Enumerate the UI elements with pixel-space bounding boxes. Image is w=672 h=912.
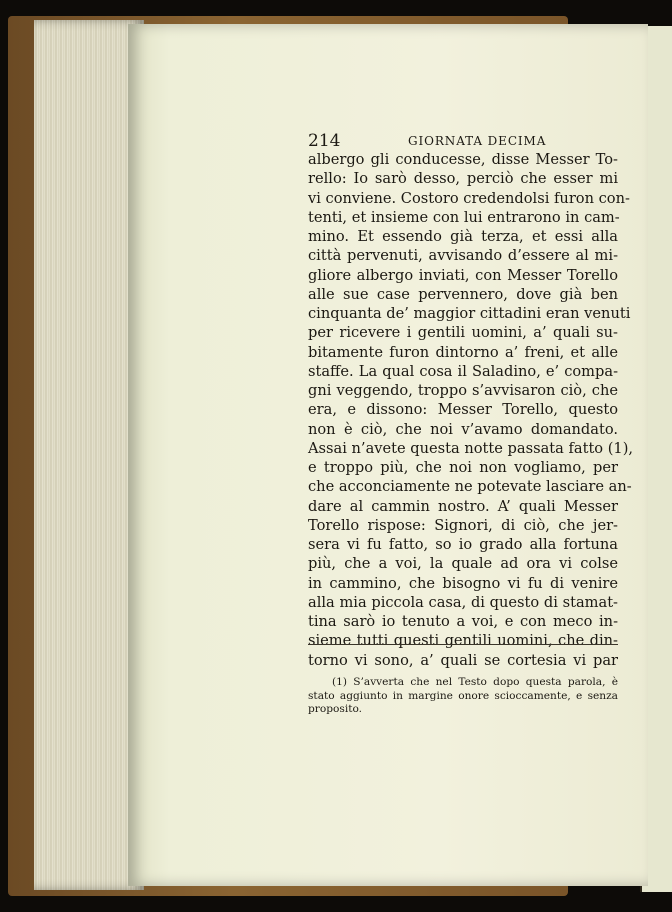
text-line: tina sarò io tenuto a voi, e con meco in- — [308, 613, 618, 630]
text-line: rello: Io sarò desso, perciò che esser mi — [308, 170, 618, 188]
footnote-divider — [308, 644, 618, 645]
text-line: Torello rispose: Signori, di ciò, che jer- — [308, 516, 618, 534]
footnote-line: (1) S’avverta che nel Testo dopo questa parola, è — [332, 676, 618, 688]
text-line: staffe. La qual cosa il Saladino, e’ compa- — [308, 362, 618, 380]
text-line: bitamente furon dintorno a’ freni, et alle — [308, 343, 618, 361]
text-line: più, che a voi, la quale ad ora vi colse — [308, 555, 618, 573]
text-line: non è ciò, che noi v’avamo domandato. — [308, 420, 618, 438]
text-line: cinquanta de’ maggior cittadini eran venuti — [308, 305, 631, 322]
text-line: alla mia piccola casa, di questo di stamat- — [308, 593, 618, 611]
footnote-line: stato aggiunto in margine onore scioccamente, e senza — [308, 689, 618, 702]
text-line: Assai n’avete questa notte passata fatto (1), — [308, 439, 634, 457]
text-line: sieme tutti questi gentili uomini, che din- — [308, 632, 618, 650]
text-line: torno vi sono, a’ quali se cortesia vi par — [308, 651, 618, 669]
footnote-line: proposito. — [308, 703, 363, 715]
text-line: vi conviene. Costoro credendolsi furon con- — [308, 189, 630, 207]
text-line: che acconciamente ne potevate lasciare an- — [308, 478, 632, 496]
text-line: sera vi fu fatto, so io grado alla fortuna — [308, 536, 618, 553]
page-number: 214 — [308, 131, 341, 151]
text-line: albergo gli conducesse, disse Messer To- — [308, 151, 618, 168]
body-text — [308, 150, 634, 670]
running-title: GIORNATA DECIMA — [408, 134, 547, 148]
text-line: in cammino, che bisogno vi fu di venire — [308, 574, 618, 592]
text-line: era, e dissono: Messer Torello, questo — [308, 401, 618, 419]
text-line: dare al cammin nostro. A’ quali Messer — [308, 497, 618, 515]
text-line: alle sue case pervennero, dove già ben — [308, 285, 618, 303]
text-line: gni veggendo, troppo s’avvisaron ciò, che — [308, 382, 618, 399]
text-line: tenti, et insieme con lui entrarono in cam- — [308, 208, 620, 226]
text-line: gliore albergo inviati, con Messer Torello — [308, 266, 618, 284]
text-line: città pervenuti, avvisando d’essere al mi- — [308, 247, 618, 265]
text-line: per ricevere i gentili uomini, a’ quali su- — [308, 324, 618, 342]
footnote — [308, 676, 618, 717]
text-line: e troppo più, che noi non vogliamo, per — [308, 459, 618, 476]
text-line: mino. Et essendo già terza, et essi alla — [308, 228, 618, 245]
